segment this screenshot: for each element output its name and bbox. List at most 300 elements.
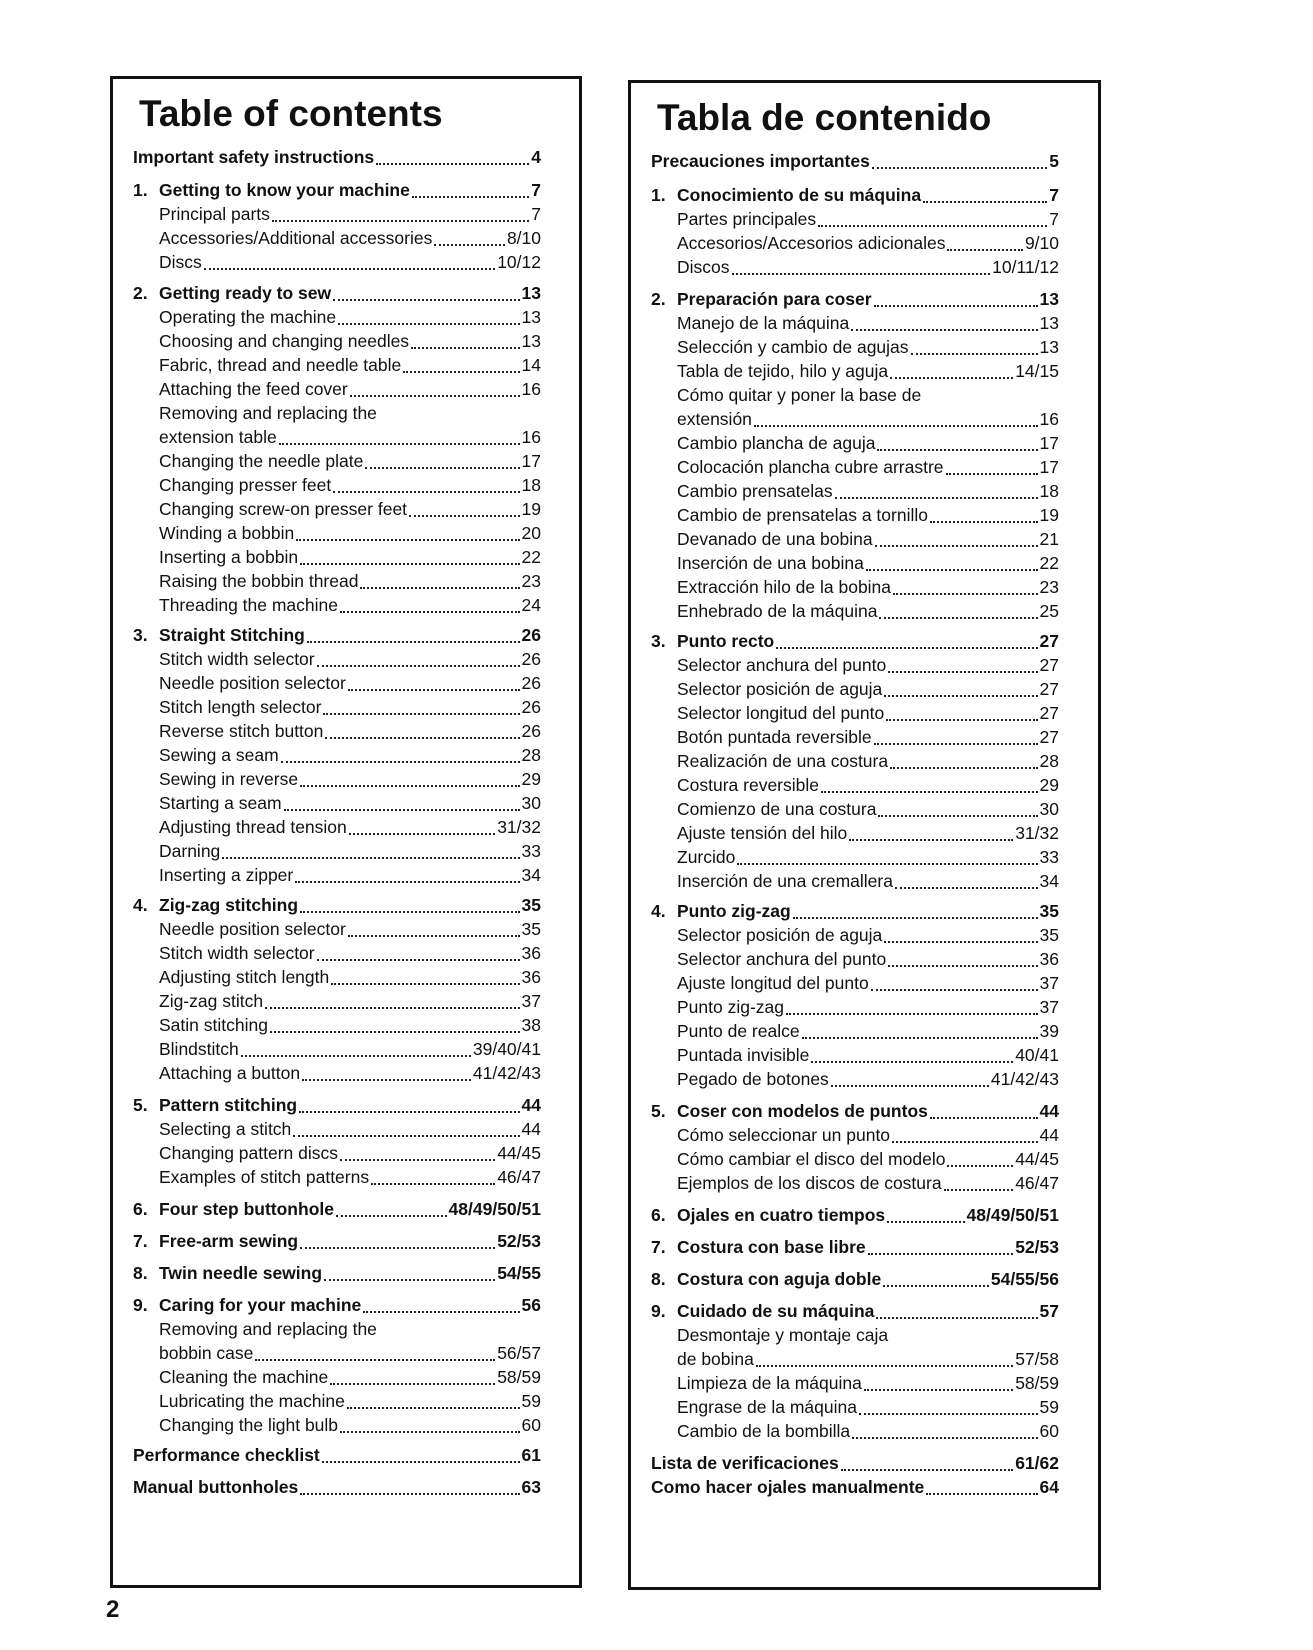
toc-leader-dots bbox=[296, 525, 519, 545]
toc-entry-label: Selector anchura del punto bbox=[677, 949, 887, 969]
toc-entry-label: Satin stitching bbox=[159, 1015, 268, 1035]
toc-leader-dots bbox=[849, 825, 1013, 845]
toc-entry-page: 44 bbox=[1039, 1101, 1059, 1121]
toc-leader-dots bbox=[835, 483, 1038, 503]
toc-leader-dots bbox=[336, 1201, 447, 1221]
toc-entry-page: 7 bbox=[1049, 209, 1059, 229]
toc-entry-label: Operating the machine bbox=[159, 307, 337, 327]
toc-entry-label: Needle position selector bbox=[159, 673, 346, 693]
toc-leader-dots bbox=[786, 999, 1038, 1019]
toc-entry-label: Comienzo de una costura bbox=[677, 799, 877, 819]
toc-leader-dots bbox=[877, 435, 1037, 455]
toc-leader-dots bbox=[874, 729, 1038, 749]
toc-leader-dots bbox=[322, 1447, 520, 1467]
toc-entry bbox=[651, 1147, 1059, 1171]
toc-leader-dots bbox=[330, 1369, 495, 1389]
toc-entry-label: Selecting a stitch bbox=[159, 1119, 292, 1139]
toc-leader-dots bbox=[412, 182, 529, 202]
toc-leader-dots bbox=[360, 573, 519, 593]
toc-entry-label: Attaching a button bbox=[159, 1063, 301, 1083]
toc-entry-label: Adjusting stitch length bbox=[159, 967, 330, 987]
toc-leader-dots bbox=[754, 411, 1038, 431]
toc-entry-page: 33 bbox=[1039, 847, 1059, 867]
toc-entry-label: Cambio de prensatelas a tornillo bbox=[677, 505, 928, 525]
toc-entry-label: Blindstitch bbox=[159, 1039, 239, 1059]
toc-entry bbox=[133, 497, 541, 521]
toc-entry-page: 44/45 bbox=[497, 1143, 541, 1163]
toc-entry-page: 31/32 bbox=[1015, 823, 1059, 843]
toc-entry-label: Precauciones importantes bbox=[651, 151, 870, 171]
toc-entry bbox=[133, 281, 541, 305]
toc-entry-label: Zig-zag stitching bbox=[159, 895, 299, 915]
toc-entry bbox=[133, 893, 541, 917]
toc-entry-label: Discs bbox=[159, 252, 202, 272]
toc-leader-dots bbox=[926, 1479, 1037, 1499]
toc-leader-dots bbox=[350, 381, 520, 401]
toc-leader-dots bbox=[300, 1479, 519, 1499]
toc-entry-page: 46/47 bbox=[1015, 1173, 1059, 1193]
toc-entry-page: 35 bbox=[1039, 925, 1059, 945]
toc-entry bbox=[651, 1395, 1059, 1419]
toc-entry-page: 34 bbox=[521, 865, 541, 885]
toc-entry bbox=[651, 255, 1059, 279]
toc-entry bbox=[651, 1203, 1059, 1227]
toc-entry-label: Botón puntada reversible bbox=[677, 727, 872, 747]
toc-entry-label: Discos bbox=[677, 257, 730, 277]
toc-leader-dots bbox=[947, 235, 1022, 255]
toc-entry-label: Selector posición de aguja bbox=[677, 679, 883, 699]
toc-entry-label: Changing screw-on presser feet bbox=[159, 499, 408, 519]
toc-leader-dots bbox=[895, 873, 1038, 893]
toc-entry bbox=[133, 449, 541, 473]
toc-entry bbox=[133, 767, 541, 791]
toc-entry bbox=[651, 1235, 1059, 1259]
toc-entry-page: 26 bbox=[521, 721, 541, 741]
toc-entry-page: 13 bbox=[521, 331, 541, 351]
toc-leader-dots bbox=[879, 603, 1037, 623]
toc-entry-page: 25 bbox=[1039, 601, 1059, 621]
toc-entry-label: Winding a bobbin bbox=[159, 523, 295, 543]
toc-entry-page: 52/53 bbox=[1015, 1237, 1059, 1257]
toc-entry-page: 30 bbox=[1039, 799, 1059, 819]
toc-entry-number: 7. bbox=[133, 1231, 148, 1251]
toc-entry-number: 3. bbox=[651, 631, 666, 651]
toc-entry-label: Selector longitud del punto bbox=[677, 703, 885, 723]
toc-entry-number: 4. bbox=[651, 901, 666, 921]
toc-entry-number: 1. bbox=[651, 185, 666, 205]
toc-entry-page: 13 bbox=[1039, 289, 1059, 309]
toc-entry-page: 35 bbox=[1039, 901, 1059, 921]
toc-leader-dots bbox=[947, 1151, 1013, 1171]
toc-entry-page: 7 bbox=[531, 204, 541, 224]
toc-entry bbox=[651, 947, 1059, 971]
toc-entry-label: Accesorios/Accesorios adicionales bbox=[677, 233, 946, 253]
toc-entry-number: 5. bbox=[133, 1095, 148, 1115]
toc-entry-page: 29 bbox=[1039, 775, 1059, 795]
toc-entry-page: 23 bbox=[521, 571, 541, 591]
toc-entry-page: 26 bbox=[521, 697, 541, 717]
toc-leader-dots bbox=[878, 801, 1037, 821]
toc-entry bbox=[133, 226, 541, 250]
toc-entry bbox=[133, 1197, 541, 1221]
toc-entry-page: 37 bbox=[1039, 973, 1059, 993]
toc-entry-label: Conocimiento de su máquina bbox=[677, 185, 922, 205]
toc-entry bbox=[651, 527, 1059, 551]
toc-leader-dots bbox=[923, 187, 1047, 207]
toc-entry bbox=[133, 1365, 541, 1389]
toc-entry bbox=[133, 965, 541, 989]
toc-entry-label: Tabla de tejido, hilo y aguja bbox=[677, 361, 889, 381]
toc-entry-label: Free-arm sewing bbox=[159, 1231, 299, 1251]
toc-entry-number: 3. bbox=[133, 625, 148, 645]
toc-leader-dots bbox=[270, 1017, 520, 1037]
toc-entry bbox=[651, 1419, 1059, 1443]
toc-entry-label: Inserción de una bobina bbox=[677, 553, 864, 573]
toc-leader-dots bbox=[890, 363, 1013, 383]
toc-entry-page: 19 bbox=[521, 499, 541, 519]
toc-entry-label: Costura con base libre bbox=[677, 1237, 866, 1257]
toc-leader-dots bbox=[871, 975, 1038, 995]
toc-entry-page: 36 bbox=[1039, 949, 1059, 969]
toc-entry bbox=[651, 503, 1059, 527]
toc-entry-page: 13 bbox=[521, 307, 541, 327]
toc-entry-number: 4. bbox=[133, 895, 148, 915]
toc-entry-label: Stitch width selector bbox=[159, 649, 315, 669]
toc-entry bbox=[651, 653, 1059, 677]
toc-entry-label: Inserting a bobbin bbox=[159, 547, 299, 567]
toc-entry-page: 7 bbox=[531, 180, 541, 200]
toc-entry-label: Como hacer ojales manualmente bbox=[651, 1477, 925, 1497]
toc-leader-dots bbox=[409, 501, 519, 521]
toc-entry-page: 38 bbox=[521, 1015, 541, 1035]
toc-entry-page: 28 bbox=[1039, 751, 1059, 771]
toc-entry bbox=[651, 725, 1059, 749]
toc-entry-page: 44 bbox=[521, 1095, 541, 1115]
toc-entry-label: Manual buttonholes bbox=[133, 1477, 299, 1497]
toc-entry bbox=[651, 971, 1059, 995]
toc-leader-dots bbox=[347, 1393, 520, 1413]
toc-entry-label: Cuidado de su máquina bbox=[677, 1301, 875, 1321]
toc-entry bbox=[133, 593, 541, 617]
toc-entry bbox=[133, 917, 541, 941]
toc-leader-dots bbox=[265, 993, 519, 1013]
toc-entry-page: 52/53 bbox=[497, 1231, 541, 1251]
toc-entry-page: 27 bbox=[1039, 727, 1059, 747]
toc-entry-page: 26 bbox=[521, 649, 541, 669]
toc-entry bbox=[651, 749, 1059, 773]
toc-entry bbox=[651, 383, 1059, 407]
toc-entry bbox=[133, 1389, 541, 1413]
toc-entry bbox=[133, 1165, 541, 1189]
toc-entry bbox=[133, 145, 541, 169]
toc-leader-dots bbox=[874, 291, 1038, 311]
toc-leader-dots bbox=[793, 903, 1038, 923]
toc-entry bbox=[133, 1037, 541, 1061]
toc-entry bbox=[133, 1013, 541, 1037]
toc-leader-dots bbox=[876, 1303, 1037, 1323]
toc-entry-label: Cómo seleccionar un punto bbox=[677, 1125, 891, 1145]
toc-entry bbox=[133, 695, 541, 719]
toc-entry-label: Puntada invisible bbox=[677, 1045, 810, 1065]
toc-entry-label: Adjusting thread tension bbox=[159, 817, 347, 837]
toc-leader-dots bbox=[756, 1351, 1013, 1371]
toc-entry bbox=[651, 287, 1059, 311]
toc-entry bbox=[651, 551, 1059, 575]
toc-leader-dots bbox=[737, 849, 1037, 869]
toc-entry-number: 5. bbox=[651, 1101, 666, 1121]
toc-leader-dots bbox=[349, 819, 495, 839]
toc-leader-dots bbox=[222, 843, 519, 863]
toc-entry-number: 8. bbox=[133, 1263, 148, 1283]
toc-entry-page: 28 bbox=[521, 745, 541, 765]
toc-leader-dots bbox=[348, 921, 520, 941]
toc-entry-page: 60 bbox=[1039, 1421, 1059, 1441]
toc-entry-page: 20 bbox=[521, 523, 541, 543]
toc-entry-label: Zig-zag stitch bbox=[159, 991, 264, 1011]
toc-leader-dots bbox=[841, 1455, 1013, 1475]
toc-entry-page: 64 bbox=[1039, 1477, 1059, 1497]
toc-entry-label: Cambio de la bombilla bbox=[677, 1421, 851, 1441]
toc-entry-label: Raising the bobbin thread bbox=[159, 571, 359, 591]
toc-entry-label: Extracción hilo de la bobina bbox=[677, 577, 892, 597]
toc-leader-dots bbox=[371, 1169, 495, 1189]
toc-entry-label: Stitch length selector bbox=[159, 697, 322, 717]
toc-entry bbox=[651, 149, 1059, 173]
toc-entry-page: 57 bbox=[1039, 1301, 1059, 1321]
toc-entry-page: 23 bbox=[1039, 577, 1059, 597]
toc-entry bbox=[133, 1475, 541, 1499]
toc-entry-label: Getting to know your machine bbox=[159, 180, 410, 200]
toc-leader-dots bbox=[930, 1103, 1038, 1123]
toc-entry-label: Punto zig-zag bbox=[677, 901, 791, 921]
toc-entry-number: 8. bbox=[651, 1269, 666, 1289]
toc-entry-label: Preparación para coser bbox=[677, 289, 872, 309]
toc-entry-page: 26 bbox=[521, 625, 541, 645]
toc-entry-label: Cleaning the machine bbox=[159, 1367, 329, 1387]
toc-entry-page: 31/32 bbox=[497, 817, 541, 837]
toc-entry bbox=[133, 791, 541, 815]
toc-entry-page: 54/55 bbox=[497, 1263, 541, 1283]
toc-leader-dots bbox=[300, 1233, 495, 1253]
toc-entry-label: Partes principales bbox=[677, 209, 817, 229]
toc-leader-dots bbox=[892, 1127, 1037, 1147]
toc-entry-label: Desmontaje y montaje caja bbox=[677, 1325, 889, 1345]
toc-entry bbox=[651, 207, 1059, 231]
toc-entry bbox=[651, 845, 1059, 869]
toc-entry bbox=[651, 1347, 1059, 1371]
toc-entry-number: 2. bbox=[133, 283, 148, 303]
toc-entry-page: 63 bbox=[521, 1477, 541, 1497]
toc-entry bbox=[133, 719, 541, 743]
toc-entry bbox=[651, 599, 1059, 623]
toc-entry-page: 60 bbox=[521, 1415, 541, 1435]
toc-entry-page: 44/45 bbox=[1015, 1149, 1059, 1169]
toc-entry-label: Changing the needle plate bbox=[159, 451, 364, 471]
toc-entry-label: Selector posición de aguja bbox=[677, 925, 883, 945]
toc-leader-dots bbox=[732, 259, 991, 279]
toc-entry-page: 16 bbox=[521, 427, 541, 447]
toc-entry bbox=[651, 677, 1059, 701]
toc-entry bbox=[133, 1229, 541, 1253]
toc-entry-label: Sewing a seam bbox=[159, 745, 279, 765]
toc-entry bbox=[651, 1267, 1059, 1291]
toc-entry-page: 24 bbox=[521, 595, 541, 615]
toc-entry bbox=[651, 701, 1059, 725]
toc-entry-label: Devanado de una bobina bbox=[677, 529, 873, 549]
toc-entry-label: Cómo cambiar el disco del modelo bbox=[677, 1149, 946, 1169]
toc-leader-dots bbox=[295, 867, 519, 887]
toc-entry bbox=[651, 1171, 1059, 1195]
toc-leader-dots bbox=[340, 1145, 495, 1165]
toc-entry-label: Important safety instructions bbox=[133, 147, 375, 167]
toc-entry bbox=[133, 401, 541, 425]
toc-leader-dots bbox=[365, 453, 519, 473]
toc-entry-page: 33 bbox=[521, 841, 541, 861]
toc-entry-label: Reverse stitch button bbox=[159, 721, 324, 741]
toc-leader-dots bbox=[821, 777, 1038, 797]
toc-entry bbox=[133, 1061, 541, 1085]
toc-entry-label: de bobina bbox=[677, 1349, 754, 1369]
toc-entry-label: Principal parts bbox=[159, 204, 270, 224]
toc-entry-page: 8/10 bbox=[506, 228, 541, 248]
toc-leader-dots bbox=[300, 897, 520, 917]
toc-entry bbox=[133, 1261, 541, 1285]
toc-entry-page: 58/59 bbox=[497, 1367, 541, 1387]
toc-entry-label: Pegado de botones bbox=[677, 1069, 829, 1089]
toc-leader-dots bbox=[851, 315, 1037, 335]
toc-entry-label: Ojales en cuatro tiempos bbox=[677, 1205, 886, 1225]
toc-entry bbox=[651, 231, 1059, 255]
toc-entry-page: 10/12 bbox=[497, 252, 541, 272]
toc-leader-dots bbox=[281, 747, 520, 767]
toc-leader-dots bbox=[946, 459, 1038, 479]
toc-entry-label: Inserción de una cremallera bbox=[677, 871, 893, 891]
toc-entry bbox=[651, 479, 1059, 503]
toc-entry-number: 2. bbox=[651, 289, 666, 309]
toc-entry-label: Manejo de la máquina bbox=[677, 313, 850, 333]
toc-entry-label: Cambio prensatelas bbox=[677, 481, 833, 501]
toc-entry bbox=[133, 1141, 541, 1165]
toc-entry-label: Needle position selector bbox=[159, 919, 346, 939]
toc-entry-label: Attaching the feed cover bbox=[159, 379, 348, 399]
toc-leader-dots bbox=[340, 1417, 520, 1437]
toc-entry-label: bobbin case bbox=[159, 1343, 254, 1363]
toc-entry-label: Realización de una costura bbox=[677, 751, 889, 771]
toc-entry bbox=[133, 743, 541, 767]
toc-leader-dots bbox=[307, 627, 520, 647]
toc-leader-dots bbox=[272, 206, 529, 226]
toc-leader-dots bbox=[340, 597, 520, 617]
toc-entry bbox=[651, 1371, 1059, 1395]
toc-entry-page: 16 bbox=[521, 379, 541, 399]
toc-leader-dots bbox=[279, 429, 520, 449]
toc-leader-dots bbox=[776, 633, 1037, 653]
toc-entry-label: Examples of stitch patterns bbox=[159, 1167, 370, 1187]
toc-entry-label: Lubricating the machine bbox=[159, 1391, 345, 1411]
toc-entry bbox=[133, 569, 541, 593]
toc-leader-dots bbox=[872, 153, 1047, 173]
toc-entry-label: extensión bbox=[677, 409, 752, 429]
toc-entry bbox=[133, 521, 541, 545]
english-toc-box bbox=[110, 76, 582, 1588]
toc-entry-page: 18 bbox=[521, 475, 541, 495]
toc-entry bbox=[133, 671, 541, 695]
toc-leader-dots bbox=[241, 1041, 471, 1061]
toc-entry-page: 46/47 bbox=[497, 1167, 541, 1187]
toc-entry-page: 7 bbox=[1049, 185, 1059, 205]
toc-entry-label: Zurcido bbox=[677, 847, 736, 867]
toc-entry-page: 48/49/50/51 bbox=[448, 1199, 541, 1219]
toc-entry-label: Selección y cambio de agujas bbox=[677, 337, 909, 357]
toc-leader-dots bbox=[255, 1345, 495, 1365]
toc-entry bbox=[133, 250, 541, 274]
toc-entry-label: Ajuste tensión del hilo bbox=[677, 823, 848, 843]
toc-leader-dots bbox=[333, 285, 519, 305]
toc-entry-label: Changing pattern discs bbox=[159, 1143, 338, 1163]
toc-entry-page: 59 bbox=[521, 1391, 541, 1411]
toc-entry-label: Stitch width selector bbox=[159, 943, 315, 963]
toc-entry bbox=[133, 623, 541, 647]
toc-leader-dots bbox=[852, 1423, 1037, 1443]
toc-entry-page: 37 bbox=[521, 991, 541, 1011]
toc-entry-page: 14 bbox=[521, 355, 541, 375]
toc-entry-page: 39/40/41 bbox=[472, 1039, 541, 1059]
toc-entry-number: 9. bbox=[133, 1295, 148, 1315]
toc-entry-label: Darning bbox=[159, 841, 221, 861]
toc-entry-page: 9/10 bbox=[1024, 233, 1059, 253]
toc-leader-dots bbox=[324, 1265, 495, 1285]
toc-entry bbox=[651, 455, 1059, 479]
toc-entry-label: Fabric, thread and needle table bbox=[159, 355, 402, 375]
toc-entry-label: Pattern stitching bbox=[159, 1095, 298, 1115]
toc-entry bbox=[651, 335, 1059, 359]
toc-entry bbox=[651, 995, 1059, 1019]
toc-entry-number: 7. bbox=[651, 1237, 666, 1257]
toc-entry-page: 41/42/43 bbox=[472, 1063, 541, 1083]
toc-entry-label: Punto zig-zag bbox=[677, 997, 785, 1017]
toc-entry-label: Removing and replacing the bbox=[159, 403, 377, 423]
toc-leader-dots bbox=[811, 1047, 1013, 1067]
toc-leader-dots bbox=[300, 771, 519, 791]
toc-entry-page: 26 bbox=[521, 673, 541, 693]
toc-leader-dots bbox=[890, 753, 1037, 773]
toc-entry bbox=[133, 839, 541, 863]
toc-entry bbox=[133, 1093, 541, 1117]
toc-entry-page: 59 bbox=[1039, 1397, 1059, 1417]
toc-leader-dots bbox=[831, 1071, 989, 1091]
toc-entry-label: Punto de realce bbox=[677, 1021, 800, 1041]
toc-entry bbox=[133, 1413, 541, 1437]
toc-entry-label: Removing and replacing the bbox=[159, 1319, 377, 1339]
toc-leader-dots bbox=[293, 1121, 519, 1141]
toc-entry bbox=[651, 311, 1059, 335]
toc-entry-label: Straight Stitching bbox=[159, 625, 305, 645]
toc-entry-page: 22 bbox=[1039, 553, 1059, 573]
toc-leader-dots bbox=[284, 795, 520, 815]
toc-entry bbox=[133, 1341, 541, 1365]
toc-entry-label: Limpieza de la máquina bbox=[677, 1373, 862, 1393]
toc-leader-dots bbox=[338, 309, 519, 329]
toc-leader-dots bbox=[883, 1271, 989, 1291]
toc-entry-label: Sewing in reverse bbox=[159, 769, 299, 789]
toc-entry-page: 17 bbox=[1039, 433, 1059, 453]
toc-leader-dots bbox=[300, 549, 519, 569]
toc-entry bbox=[651, 1451, 1059, 1475]
toc-entry-label: Inserting a zipper bbox=[159, 865, 294, 885]
toc-entry-label: Caring for your machine bbox=[159, 1295, 362, 1315]
toc-entry-label: Changing the light bulb bbox=[159, 1415, 339, 1435]
spanish-toc-title: Tabla de contenido bbox=[657, 97, 992, 138]
